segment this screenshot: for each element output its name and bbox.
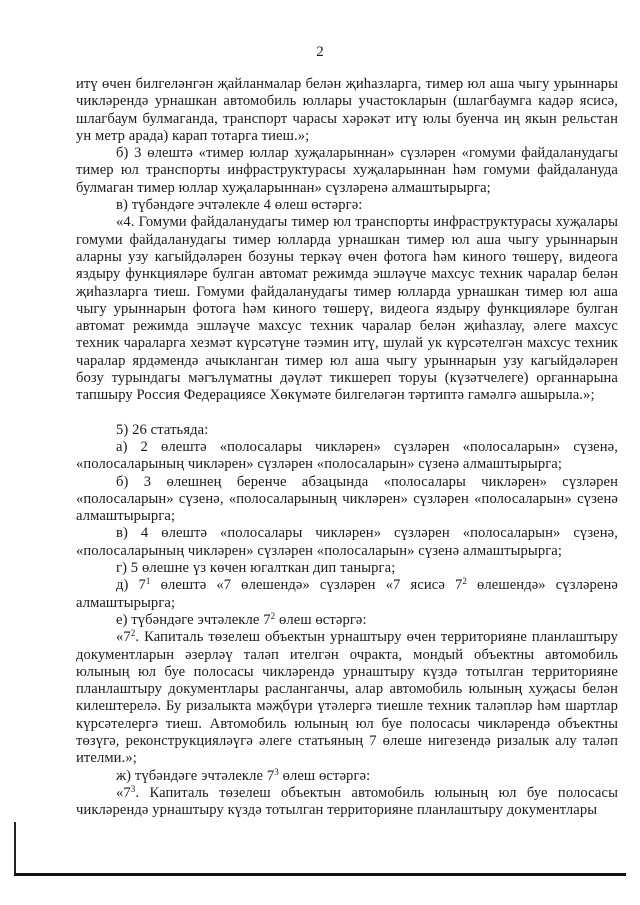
text-segment: ж) түбәндәге эчтәлекле 7	[116, 767, 275, 784]
scan-edge-bottom	[14, 873, 626, 876]
paragraph-item-e	[76, 612, 618, 629]
document-body	[76, 76, 618, 819]
paragraph-item-v: в) түбәндәге эчтәлекле 4 өлеш өстәргә:	[116, 197, 363, 214]
paragraph-part-7-3	[76, 785, 618, 820]
text-segment: «7	[116, 629, 131, 646]
paragraph-item-b2: б) 3 өлешнең беренче абзацында «полосалары чикләрен» сүзләрен «полосаларын» сүзенә, «полосаларының чикләрен» сүзләрен «полосаларын» сүзенә алмаштырырга;	[76, 473, 618, 525]
paragraph-item-g: г) 5 өлешне үз көчен югалткан дип танырга;	[116, 560, 396, 577]
superscript: 3	[130, 783, 136, 794]
page-number: 2	[316, 44, 324, 60]
superscript: 1	[145, 576, 151, 587]
text-segment: өлештә «7 өлешендә» сүзләрен «7 ясисә 7	[150, 577, 463, 594]
text-segment: өлешендә» сүзләренә алмаштырырга;	[76, 577, 618, 611]
paragraph-part-7-2	[76, 629, 618, 767]
superscript: 2	[462, 576, 467, 587]
superscript: 2	[130, 628, 136, 639]
text-segment: е) түбәндәге эчтәлекле 7	[116, 611, 271, 628]
paragraph-item-d	[76, 577, 618, 612]
paragraph-article-26: 5) 26 статьяда:	[116, 421, 209, 438]
paragraph-item-v2: в) 4 өлештә «полосалары чикләрен» сүзләрен «полосаларын» сүзенә, «полосаларының чикләрен» сүзләрен «полосаларын» сүзенә алмаштырырга;	[76, 525, 618, 559]
text-segment: д) 7	[116, 577, 146, 594]
text-segment: өлеш өстәргә:	[278, 767, 371, 784]
text-segment: өлеш өстәргә:	[275, 611, 367, 628]
paragraph-item-b: б) 3 өлештә «тимер юллар хуҗаларыннан» сүзләрен «гомуми файдаланудагы тимер юл транспорты инфраструктурасы хуҗаларыннан һәм гомуми файдалануда булмаган тимер юллар хуҗаларыннан» сүзләренә алмаштырырга;	[76, 145, 618, 196]
text-segment: «7	[116, 784, 131, 801]
superscript: 2	[270, 610, 276, 621]
paragraph-part-4: «4. Гомуми файдаланудагы тимер юл транспорты инфраструктурасы хуҗалары гомуми файдаланудагы тимер юлларда урнашкан тимер юл аша чыгу урыннарын аларны узу кагыйдәләрен бозуны теркәү өчен фотога һәм киного төшерү, видеога яздыру функцияләре булган автомат режимда эшләүче махсус техник чаралар белән җиһазларга тиеш. Гомуми файдаланудагы тимер юлларда урнашкан тимер юл аша чыгу урыннарын фотога һәм киного төшерү, видеога яздыру функцияләре булган автомат режимда эшләүче махсус техник чаралар белән җиһазлау, әлеге махсус техник чараларга хезмәт күрсәтүне тәэмин итү, шулай ук күрсәтелгән махсус техник чаралар ярдәмендә ачыкланган тимер юл аша чыгу урыннарын узу кагыйдәләрен бозу турындагы мәгълүматны дәүләт тикшереп торуы (күзәтчелеге) органнарына тапшыру Россия Федерациясе Хөкүмәте билгеләгән тәртиптә гамәлгә ашырыла.»;	[76, 214, 618, 404]
paragraph-item-a: а) 2 өлештә «полосалары чикләрен» сүзләрен «полосаларын» сүзенә, «полосаларының чикләрен» сүзләрен «полосаларын» сүзенә алмаштырырга;	[76, 438, 618, 473]
text-segment: . Капиталь төзелеш объектын автомобиль юлының юл буе полосасы чикләрендә урнаштыру күздә тотылган территорияне планлаштыру документлары	[76, 784, 618, 819]
text-segment: . Капиталь төзелеш объектын урнаштыру өчен территорияне планлаштыру документларын әзерләү таләп ителгән очракта, мондый объектны автомобиль юлының юл буе полосасы чикләрендә урнаштыру күздә тотылган территорияне планлаштыру документлары расланганчы, алар автомобиль юлының хуҗасы белән килештерелә. Бу ризалыкта мәҗбүри үтәлергә тиешле техник таләпләр һәм шартлар күрсәтелергә тиеш. Автомобиль юлының юл буе полосасы чикләрендә объектны төзүгә, реконструкцияләүгә әлеге статьяның 7 өлеше нигезендә ризалык алу таләп ителми.»;	[76, 629, 618, 767]
superscript: 3	[274, 766, 279, 777]
paragraph-continuation: итү өчен билгеләнгән җайланмалар белән җиһазларга, тимер юл аша чыгу урыннары чикләрендә урнашкан автомобиль юллары участокларын (шлагбаумга кадәр ясисә, шлагбаум булмаганда, транспорт чарасы хәрәкәт итү юлы буенча иң якын рельстан ун метр арада) карап тотарга тиеш.»;	[76, 76, 618, 144]
paragraph-item-zh	[76, 768, 618, 785]
scan-edge-left	[14, 822, 16, 876]
